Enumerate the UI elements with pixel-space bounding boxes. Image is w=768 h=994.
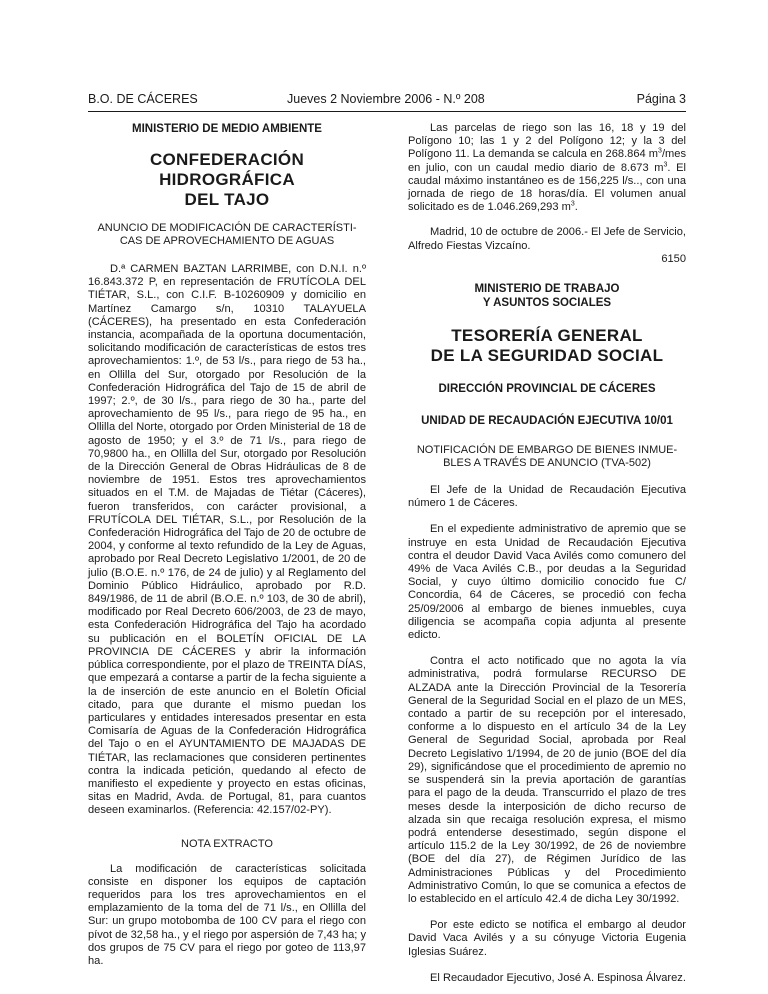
ministry-heading: MINISTERIO DE MEDIO AMBIENTE [132, 123, 322, 135]
paragraph-4: Por este edicto se notifica el embargo al deudor David Vaca Avilés y a su cónyuge Victoria Eugenia Iglesias Suárez. [408, 919, 686, 958]
organization-title-line-1: TESORERÍA GENERAL [451, 326, 643, 346]
direction-heading: DIRECCIÓN PROVINCIAL DE CÁCERES [438, 383, 656, 396]
right-column [408, 122, 686, 985]
paragraph-1: El Jefe de la Unidad de Recaudación Ejecutiva número 1 de Cáceres. [408, 484, 686, 510]
signature-line: Madrid, 10 de octubre de 2006.- El Jefe de Servicio, Alfredo Fiestas Vizcaíno. [408, 226, 686, 252]
unit-heading: UNIDAD DE RECAUDACIÓN EJECUTIVA 10/01 [421, 415, 673, 428]
issue-date: Jueves 2 Noviembre 2006 - N.º 208 [287, 92, 485, 106]
announcement-heading-line-1: ANUNCIO DE MODIFICACIÓN DE CARACTERÍSTI- [97, 222, 357, 234]
header-rule [88, 111, 686, 112]
ministry-heading-line-2: Y ASUNTOS SOCIALES [482, 297, 612, 310]
notification-heading-line-1: NOTIFICACIÓN DE EMBARGO DE BIENES INMUE- [416, 444, 678, 457]
left-column [88, 122, 366, 968]
paragraph-2: En el expediente administrativo de apremio que se instruye en esta Unidad de Recaudación Ejecutiva contra el deudor David Vaca Avilés como comunero del 49% de Vaca Avilés C.B., por deudas a la Seguridad Social, y cuyo último domicilio conocido fue C/ Concordia, 64 de Cáceres, se procedió con fecha 25/09/2006 al embargo de bienes inmuebles, cuya diligencia se acompaña copia adjunta al presente edicto. [408, 523, 686, 642]
paragraph-3: Contra el acto notificado que no agota la vía administrativa, podrá formularse RECURSO DE ALZADA ante la Dirección Provincial de la Tesorería General de la Seguridad Social en el plazo de un MES, contado a partir de su recepción por el interesado, conforme a lo dispuesto en el artículo 34 de la Ley General de Seguridad Social, aprobada por Real Decreto Legislativo 1/1994, de 20 de junio (BOE del día 29), significándose que el procedimiento de apremio no se suspenderá sin la previa aportación de garantías para el pago de la deuda. Transcurrido el plazo de tres meses desde la interposición de dicho recurso de alzada sin que recaiga resolución expresa, el mismo podrá entenderse desestimado, según dispone el artículo 115.2 de la Ley 30/1992, de 26 de noviembre (BOE del día 27), de Régimen Jurídico de las Administraciones Públicas y del Procedimiento Administrativo Común, lo que se comunica a efectos de lo establecido en el artículo 42.4 de dicha Ley 30/1992. [408, 655, 686, 905]
note-body: La modificación de características solicitada consiste en disponer los equipos de captación requeridos para los tres aprovechamientos en el emplazamiento de la toma del de 71 l/s., en Ollilla del Sur: un grupo motobomba de 100 CV para el riego con pívot de 32,58 ha., y el riego por aspersión de 7,43 ha; y dos grupos de 75 CV para el riego por goteo de 113,97 ha. [88, 862, 366, 967]
announcement-body: D.ª CARMEN BAZTAN LARRIMBE, con D.N.I. n.º 16.843.372 P, en representación de FRUTÍCOLA DEL TIÉTAR, S.L., con C.I.F. B-10260909 y domicilio en Martínez Camargo s/n, 10310 TALAYUELA (CÁCERES), ha presentado en esta Confederación instancia, acompañada de la oportuna documentación, solicitando modificación de características de estos tres aprovechamientos: 1.º, de 53 l/s., para riego de 53 ha., en Ollilla del Sur, otorgado por Resolución de la Confederación Hidrográfica del Tajo de 15 de abril de 1997; 2.º, de 30 l/s., para riego de 30 ha., parte del aprovechamiento de 95 l/s., para riego de 95 ha., en Ollilla del Norte, otorgado por Orden Ministerial de 18 de agosto de 1950; y el 3.º de 71 l/s., para riego de 70,9800 ha., en Ollilla del Sur, otorgado por Resolución de la Dirección General de Obras Hidráulicas de 8 de noviembre de 1951. Estos tres aprovechamientos situados en el T.M. de Majadas de Tiétar (Cáceres), fueron transferidos, con carácter provisional, a FRUTÍCOLA DEL TIÉTAR, S.L., por Resolución de la Confederación Hidrográfica del Tajo de 20 de octubre de 2004, y conforme al texto refundido de la Ley de Aguas, aprobado por Real Decreto Legislativo 1/2001, de 20 de julio (B.O.E. n.º 176, de 24 de julio) y al Reglamento del Dominio Público Hidráulico, aprobado por R.D. 849/1986, de 11 de abril (B.O.E. n.º 103, de 30 de abril), modificado por Real Decreto 606/2003, de 23 de mayo, esta Confederación Hidrográfica del Tajo ha acordado su publicación en el BOLETÍN OFICIAL DE LA PROVINCIA DE CÁCERES y abrir la información pública correspondiente, por el plazo de TREINTA DÍAS, que empezará a contarse a partir de la fecha siguiente a la de inserción de este anuncio en el Boletín Oficial citado, para que durante el mismo puedan los particulares y entidades interesados presentar en esta Comisaría de Aguas de la Confederación Hidrográfica del Tajo o en el AYUNTAMIENTO DE MAJADAS DE TIÉTAR, las reclamaciones que consideren pertinentes contra la indicada petición, quedando al efecto de manifiesto el expediente y proyecto en estas oficinas, sitas en Madrid, Avda. de Portugal, 81, para cuantos deseen examinarlos. (Referencia: 42.157/02-PY). [88, 263, 366, 817]
page-number: Página 3 [636, 92, 686, 106]
announcement-number: 6150 [661, 252, 686, 265]
organization-title-line-2: DEL TAJO [184, 190, 270, 209]
paragraph-5: El Recaudador Ejecutivo, José A. Espinosa Álvarez. [430, 971, 686, 984]
note-heading: NOTA EXTRACTO [181, 837, 273, 850]
parcels-paragraph: Las parcelas de riego son las 16, 18 y 19 del Polígono 10; las 1 y 2 del Polígono 12; y la 3 del Polígono 11. La demanda se calcula en 268.864 $m^3$/mes en julio, con un caudal medio diario de 8.673 $m^3$. El caudal máximo instantáneo es de 156,225 l/s.., con una jornada de riego de 18 horas/día. El volumen anual solicitado es de 1.046.269,293 $m^3$. [408, 122, 686, 214]
ministry-heading-line-1: MINISTERIO DE TRABAJO [474, 283, 620, 296]
organization-title-line-1: CONFEDERACIÓN HIDROGRÁFICA [149, 150, 305, 189]
journal-name: B.O. DE CÁCERES [88, 92, 198, 106]
organization-title-line-2: DE LA SEGURIDAD SOCIAL [430, 346, 664, 366]
page-header [88, 92, 686, 110]
announcement-heading-line-2: CAS DE APROVECHAMIENTO DE AGUAS [119, 235, 335, 247]
notification-heading-line-2: BLES A TRAVÉS DE ANUNCIO (TVA-502) [443, 457, 651, 470]
